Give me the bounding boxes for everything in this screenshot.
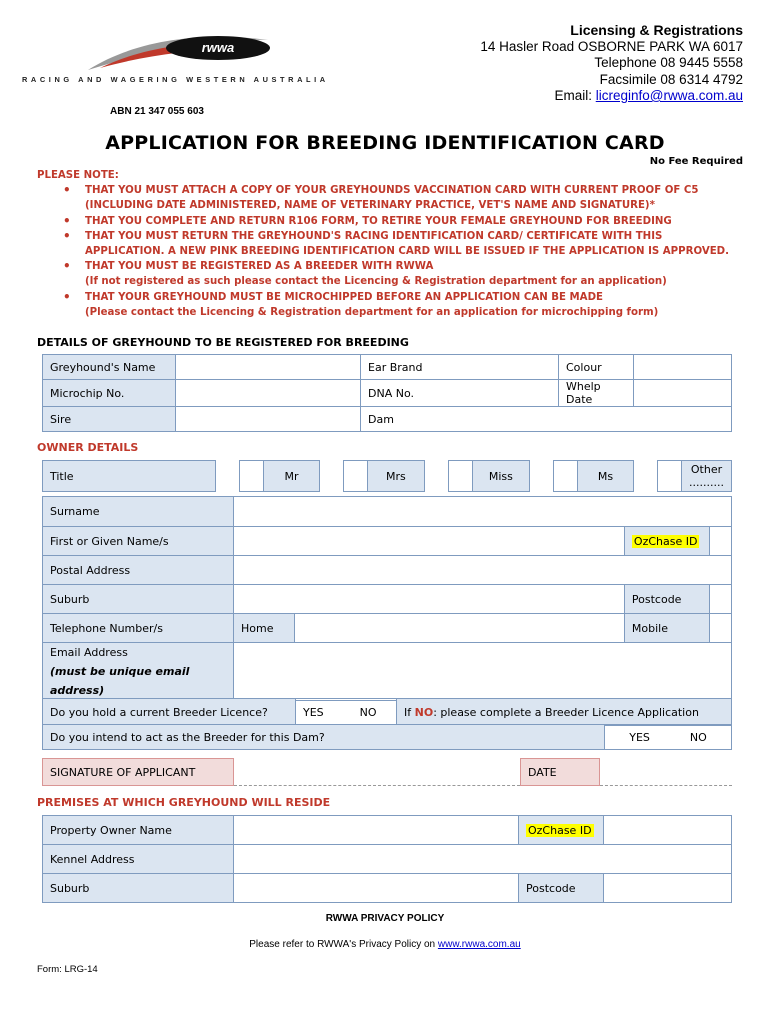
title-table (42, 460, 732, 492)
surname-label: Surname (43, 497, 234, 527)
privacy-text-body: Please refer to RWWA's Privacy Policy on (249, 939, 438, 950)
kennel-address-field[interactable] (234, 845, 732, 874)
ms-checkbox[interactable] (553, 461, 577, 492)
microchip-label: Microchip No. (43, 380, 176, 407)
first-name-label: First or Given Name/s (43, 527, 234, 556)
ozchase-label (624, 527, 709, 556)
privacy-text (0, 939, 770, 950)
kennel-address-label: Kennel Address (43, 845, 234, 874)
postal-field[interactable] (234, 556, 732, 585)
contact-heading: Licensing & Registrations (570, 22, 743, 38)
miss-checkbox[interactable] (448, 461, 472, 492)
postal-label: Postal Address (43, 556, 234, 585)
telephone-label: Telephone Number/s (43, 614, 234, 643)
dna-label: DNA No. (361, 380, 559, 407)
title-gap (530, 461, 554, 492)
mr-label: Mr (263, 461, 319, 492)
property-owner-label: Property Owner Name (43, 816, 234, 845)
premises-postcode-label: Postcode (519, 874, 604, 903)
sire-field[interactable] (176, 407, 361, 432)
contact-facsimile: Facsimile 08 6314 4792 (599, 71, 743, 87)
premises-postcode-field[interactable] (604, 874, 732, 903)
email-label-cell (43, 643, 234, 701)
licence-options[interactable] (296, 699, 397, 726)
other-checkbox[interactable] (658, 461, 682, 492)
premises-section-heading: PREMISES AT WHICH GREYHOUND WILL RESIDE (37, 796, 331, 809)
note-item-text: THAT YOU MUST BE REGISTERED AS A BREEDER WITH RWWA (85, 261, 434, 273)
first-name-field[interactable] (234, 527, 625, 556)
note-item-sub: (If not registered as such please contact the Licencing & Registration department for an application) (85, 276, 667, 288)
breeder-options[interactable] (605, 725, 732, 750)
suburb-label: Suburb (43, 585, 234, 614)
privacy-heading: RWWA PRIVACY POLICY (325, 913, 445, 924)
ozchase-field[interactable] (709, 527, 731, 556)
mobile-label: Mobile (624, 614, 709, 643)
privacy-link[interactable]: www.rwwa.com.au (437, 939, 521, 950)
rwwa-swoosh-icon (18, 30, 348, 75)
premises-suburb-field[interactable] (234, 874, 519, 903)
signature-label: SIGNATURE OF APPLICANT (43, 759, 234, 786)
owner-section-heading: OWNER DETAILS (37, 441, 139, 454)
please-note-heading: PLEASE NOTE: (37, 170, 119, 181)
dam-label: Dam (361, 407, 732, 432)
miss-label: Miss (472, 461, 530, 492)
ozchase-text: OzChase ID (633, 534, 698, 548)
fee-note: No Fee Required (649, 156, 743, 167)
licence-no[interactable]: NO (359, 705, 377, 719)
note-item-sub: (Please contact the Licencing & Registration department for an application for microchipping form) (85, 306, 659, 318)
if-no-text: NO (414, 705, 434, 719)
contact-address: 14 Hasler Road OSBORNE PARK WA 6017 (480, 38, 743, 54)
owner-table (42, 496, 732, 701)
title-gap (216, 461, 240, 492)
email-label: Email: (554, 88, 596, 103)
title-gap (634, 461, 658, 492)
contact-telephone: Telephone 08 9445 5558 (594, 55, 743, 70)
postcode-field[interactable] (709, 585, 731, 614)
mrs-checkbox[interactable] (344, 461, 368, 492)
premises-ozchase-field[interactable] (604, 816, 732, 845)
breeder-no[interactable]: NO (689, 730, 707, 744)
note-item (85, 290, 742, 320)
colour-label: Colour (559, 355, 634, 380)
home-field[interactable] (295, 614, 625, 643)
date-field[interactable] (600, 759, 733, 786)
contact-email-line (480, 88, 743, 105)
if-prefix: If (404, 705, 415, 719)
ms-label: Ms (577, 461, 634, 492)
whelp-date-field[interactable] (634, 380, 732, 407)
rwwa-logo (18, 30, 348, 85)
mrs-label: Mrs (367, 461, 424, 492)
licence-yes[interactable]: YES (303, 705, 324, 719)
greyhound-name-field[interactable] (176, 355, 361, 380)
surname-field[interactable] (234, 497, 732, 527)
title-label: Title (43, 461, 216, 492)
logo-tagline: RACING AND WAGERING WESTERN AUSTRALIA (22, 75, 329, 84)
ear-brand-label: Ear Brand (361, 355, 559, 380)
home-label: Home (234, 614, 295, 643)
email-field[interactable] (234, 643, 732, 701)
breeder-table (42, 724, 732, 750)
mr-checkbox[interactable] (240, 461, 264, 492)
premises-suburb-label: Suburb (43, 874, 234, 903)
note-item: • THAT YOU MUST RETURN THE GREYHOUND'S RACING IDENTIFICATION CARD/ CERTIFICATE WITH THIS APPLICATION. A NEW PINK BREEDING IDENTIFICATION CARD WILL BE ISSUED IF THE APPLICATION IS APPROVED. (85, 229, 742, 259)
licence-question: Do you hold a current Breeder Licence? (43, 699, 296, 726)
please-note (37, 168, 742, 320)
note-item: • THAT YOU MUST ATTACH A COPY OF YOUR GREYHOUNDS VACCINATION CARD WITH CURRENT PROOF OF C5 (INCLUDING DATE ADMINISTERED, NAME OF VETERINARY PRACTICE, VET'S NAME AND SIGNATURE)* (85, 183, 742, 213)
mobile-field[interactable] (709, 614, 731, 643)
premises-ozchase-text: OzChase ID (528, 823, 592, 837)
title-gap (424, 461, 448, 492)
email-link[interactable]: licreginfo@rwwa.com.au (595, 88, 743, 103)
property-owner-field[interactable] (234, 816, 519, 845)
sire-label: Sire (43, 407, 176, 432)
colour-field[interactable] (634, 355, 732, 380)
licence-table (42, 698, 732, 726)
greyhound-section-heading: DETAILS OF GREYHOUND TO BE REGISTERED FOR BREEDING (37, 336, 409, 349)
note-item: • THAT YOU COMPLETE AND RETURN R106 FORM, TO RETIRE YOUR FEMALE GREYHOUND FOR BREEDING (85, 214, 742, 229)
postcode-label: Postcode (624, 585, 709, 614)
page-title: APPLICATION FOR BREEDING IDENTIFICATION CARD (105, 132, 665, 154)
svg-text:rwwa: rwwa (201, 40, 235, 55)
note-item (85, 259, 742, 289)
form-id: Form: LRG-14 (37, 964, 98, 975)
licence-if-no (397, 699, 732, 726)
greyhound-name-label: Greyhound's Name (43, 355, 176, 380)
signature-table (42, 758, 732, 786)
microchip-field[interactable] (176, 380, 361, 407)
date-label: DATE (521, 759, 600, 786)
greyhound-table (42, 354, 732, 432)
breeder-yes[interactable]: YES (629, 730, 650, 744)
please-note-list (37, 183, 742, 320)
abn: ABN 21 347 055 603 (110, 106, 204, 117)
suburb-field[interactable] (234, 585, 625, 614)
premises-table (42, 815, 732, 903)
whelp-date-label: Whelp Date (559, 380, 634, 407)
other-label: Other .......... (682, 461, 732, 492)
signature-field[interactable] (234, 759, 521, 786)
note-item-text: THAT YOUR GREYHOUND MUST BE MICROCHIPPED BEFORE AN APPLICATION CAN BE MADE (85, 291, 603, 303)
breeder-question: Do you intend to act as the Breeder for this Dam? (43, 725, 605, 750)
email-address-label: Email Address (50, 646, 128, 659)
email-note: (must be unique email address) (50, 665, 190, 697)
contact-block (480, 22, 743, 105)
premises-ozchase-label (519, 816, 604, 845)
if-rest: : please complete a Breeder Licence Application (433, 705, 699, 719)
title-gap (320, 461, 344, 492)
